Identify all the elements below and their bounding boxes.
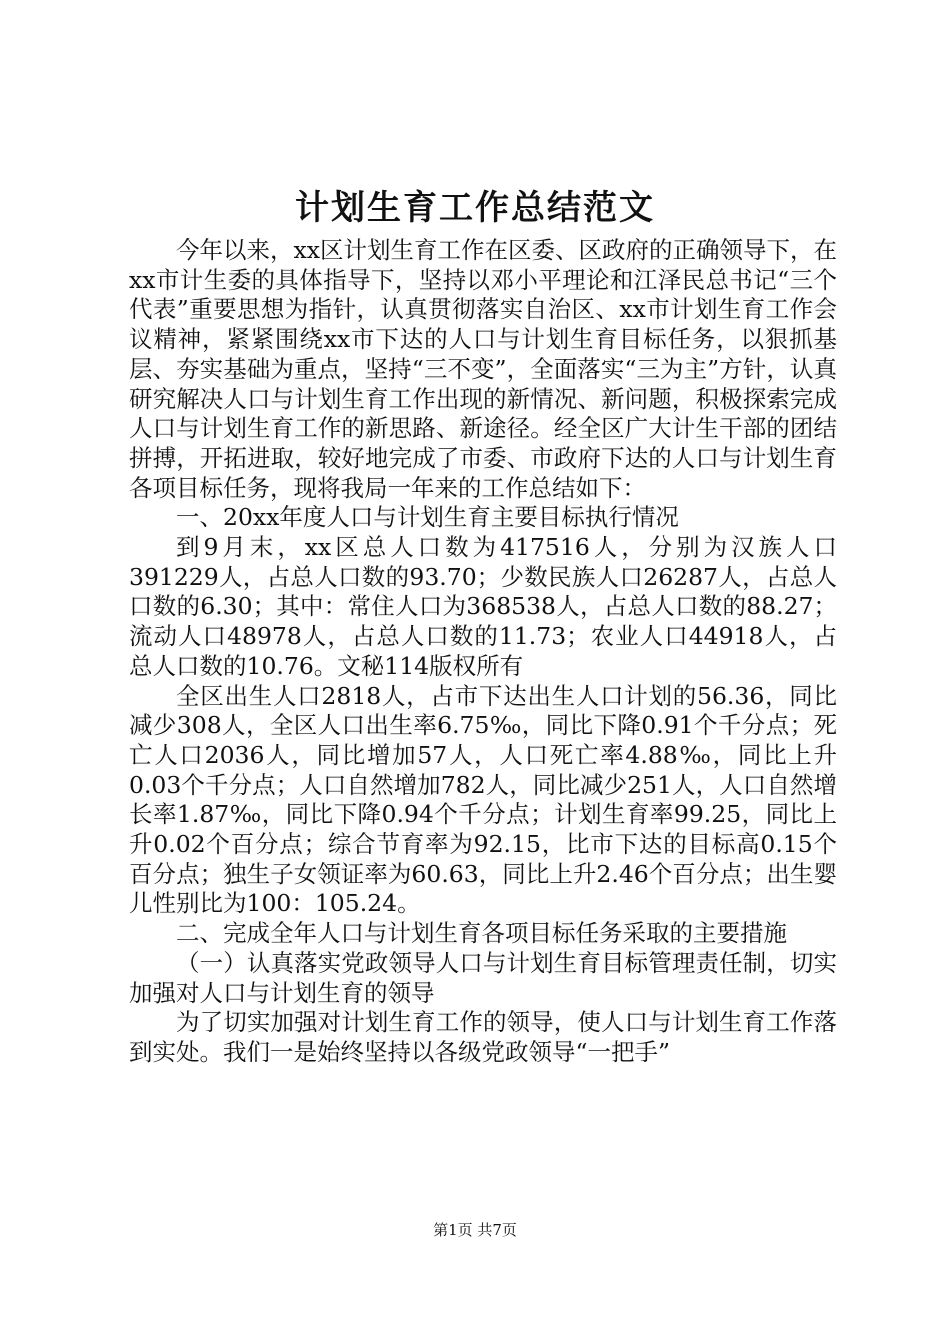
document-body (129, 236, 837, 1068)
birth-statistics-paragraph: 全区出生人口2818人，占市下达出生人口计划的56.36，同比减少308人，全区人口出生率6.75‰，同比下降0.91个千分点；死亡人口2036人，同比增加57人，人口死亡率4.88‰，同比上升0.03个千分点；人口自然增加782人，同比减少251人，人口自然增长率1.87‰，同比下降0.94个千分点；计划生育率99.25，同比上升0.02个百分点；综合节育率为92.15，比市下达的目标高0.15个百分点；独生子女领证率为60.63，同比上升2.46个百分点；出生婴儿性别比为100：105.24。 (129, 681, 837, 918)
subsection-heading-1: （一）认真落实党政领导人口与计划生育目标管理责任制，切实加强对人口与计划生育的领导 (129, 948, 837, 1007)
population-paragraph: 到9月末，xx区总人口数为417516人，分别为汉族人口391229人，占总人口数的93.70；少数民族人口26287人，占总人口数的6.30；其中：常住人口为368538人，占总人口数的88.27；流动人口48978人，占总人口数的11.73；农业人口44918人，占总人口数的10.76。文秘114版权所有 (129, 533, 837, 680)
intro-paragraph: 今年以来，xx区计划生育工作在区委、区政府的正确领导下，在xx市计生委的具体指导下，坚持以邓小平理论和江泽民总书记“三个代表”重要思想为指针，认真贯彻落实自治区、xx市计划生育工作会议精神，紧紧围绕xx市下达的人口与计划生育目标任务，以狠抓基层、夯实基础为重点，坚持“三不变”，全面落实“三为主”方针，认真研究解决人口与计划生育工作出现的新情况、新问题，积极探索完成人口与计划生育工作的新思路、新途径。经全区广大计生干部的团结拼搏，开拓进取，较好地完成了市委、市政府下达的人口与计划生育各项目标任务，现将我局一年来的工作总结如下： (129, 236, 838, 502)
section-heading-2: 二、完成全年人口与计划生育各项目标任务采取的主要措施 (176, 919, 787, 948)
document-title: 计划生育工作总结范文 (295, 188, 655, 228)
page-number: 第1页 共7页 (433, 1221, 517, 1239)
section-heading-1: 一、20xx年度人口与计划生育主要目标执行情况 (176, 503, 679, 532)
leadership-paragraph: 为了切实加强对计划生育工作的领导，使人口与计划生育工作落到实处。我们一是始终坚持以各级党政领导“一把手” (129, 1008, 837, 1066)
